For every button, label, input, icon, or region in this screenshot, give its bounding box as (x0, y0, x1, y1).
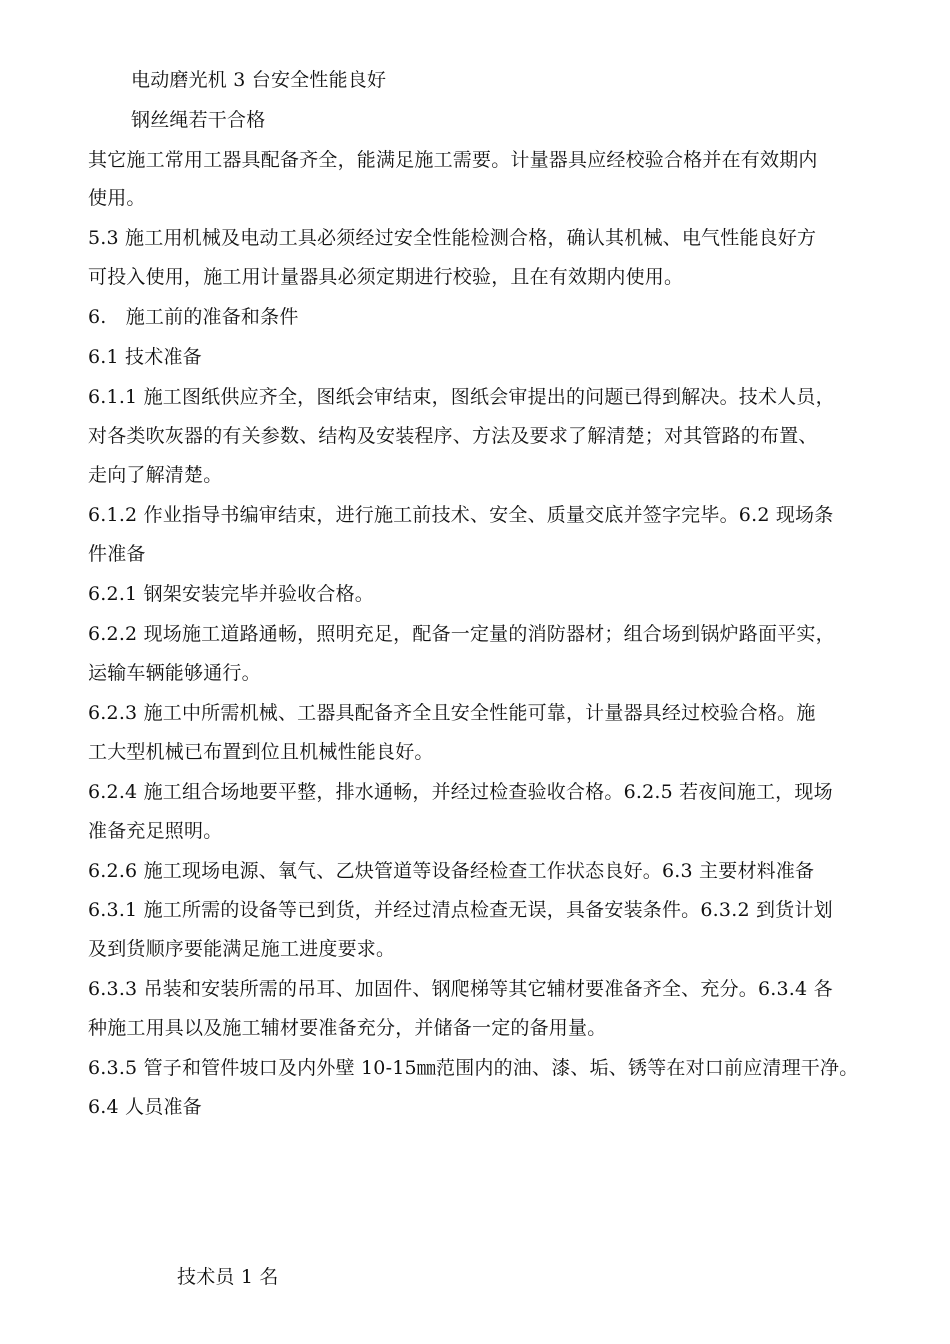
text-line: 可投入使用，施工用计量器具必须定期进行校验，且在有效期内使用。 (88, 266, 684, 288)
text-line: 6.3.5 管子和管件坡口及内外壁 10-15㎜范围内的油、漆、垢、锈等在对口前应清理干净。 (88, 1057, 859, 1079)
subsection-heading: 6.1 技术准备 (88, 346, 202, 368)
text-line: 走向了解清楚。 (88, 464, 223, 486)
text-line: 6.2.2 现场施工道路通畅，照明充足，配备一定量的消防器材；组合场到锅炉路面平实， (88, 623, 835, 645)
text-line: 5.3 施工用机械及电动工具必须经过安全性能检测合格，确认其机械、电气性能良好方 (88, 227, 817, 249)
text-line: 6.2.4 施工组合场地要平整，排水通畅，并经过检查验收合格。6.2.5 若夜间施工，现场 (88, 781, 833, 803)
section-heading: 6. 施工前的准备和条件 (88, 306, 299, 328)
text-line: 种施工用具以及施工辅材要准备充分，并储备一定的备用量。 (88, 1017, 607, 1039)
subsection-heading: 6.4 人员准备 (88, 1096, 202, 1118)
text-line: 6.1.1 施工图纸供应齐全，图纸会审结束，图纸会审提出的问题已得到解决。技术人员， (88, 386, 835, 408)
text-line: 钢丝绳若干合格 (131, 109, 266, 131)
text-line: 技术员 1 名 (177, 1266, 279, 1288)
text-line: 工大型机械已布置到位且机械性能良好。 (88, 741, 434, 763)
text-line: 6.1.2 作业指导书编审结束，进行施工前技术、安全、质量交底并签字完毕。6.2 现场条 (88, 504, 834, 526)
text-line: 件准备 (88, 543, 146, 565)
text-line: 6.3.1 施工所需的设备等已到货，并经过清点检查无误，具备安装条件。6.3.2 到货计划 (88, 899, 833, 921)
text-line: 其它施工常用工器具配备齐全，能满足施工需要。计量器具应经校验合格并在有效期内 (88, 149, 818, 171)
text-line: 6.3.3 吊装和安装所需的吊耳、加固件、钢爬梯等其它辅材要准备齐全、充分。6.3.4 各 (88, 978, 833, 1000)
text-line: 对各类吹灰器的有关参数、结构及安装程序、方法及要求了解清楚；对其管路的布置、 (88, 425, 818, 447)
text-line: 及到货顺序要能满足施工进度要求。 (88, 938, 396, 960)
text-line: 准备充足照明。 (88, 820, 223, 842)
text-line: 电动磨光机 3 台安全性能良好 (131, 69, 387, 91)
text-line: 运输车辆能够通行。 (88, 662, 261, 684)
text-line: 6.2.6 施工现场电源、氧气、乙炔管道等设备经检查工作状态良好。6.3 主要材料准备 (88, 860, 815, 882)
text-line: 6.2.1 钢架安装完毕并验收合格。 (88, 583, 374, 605)
text-line: 使用。 (88, 187, 146, 209)
text-line: 6.2.3 施工中所需机械、工器具配备齐全且安全性能可靠，计量器具经过校验合格。施 (88, 702, 816, 724)
